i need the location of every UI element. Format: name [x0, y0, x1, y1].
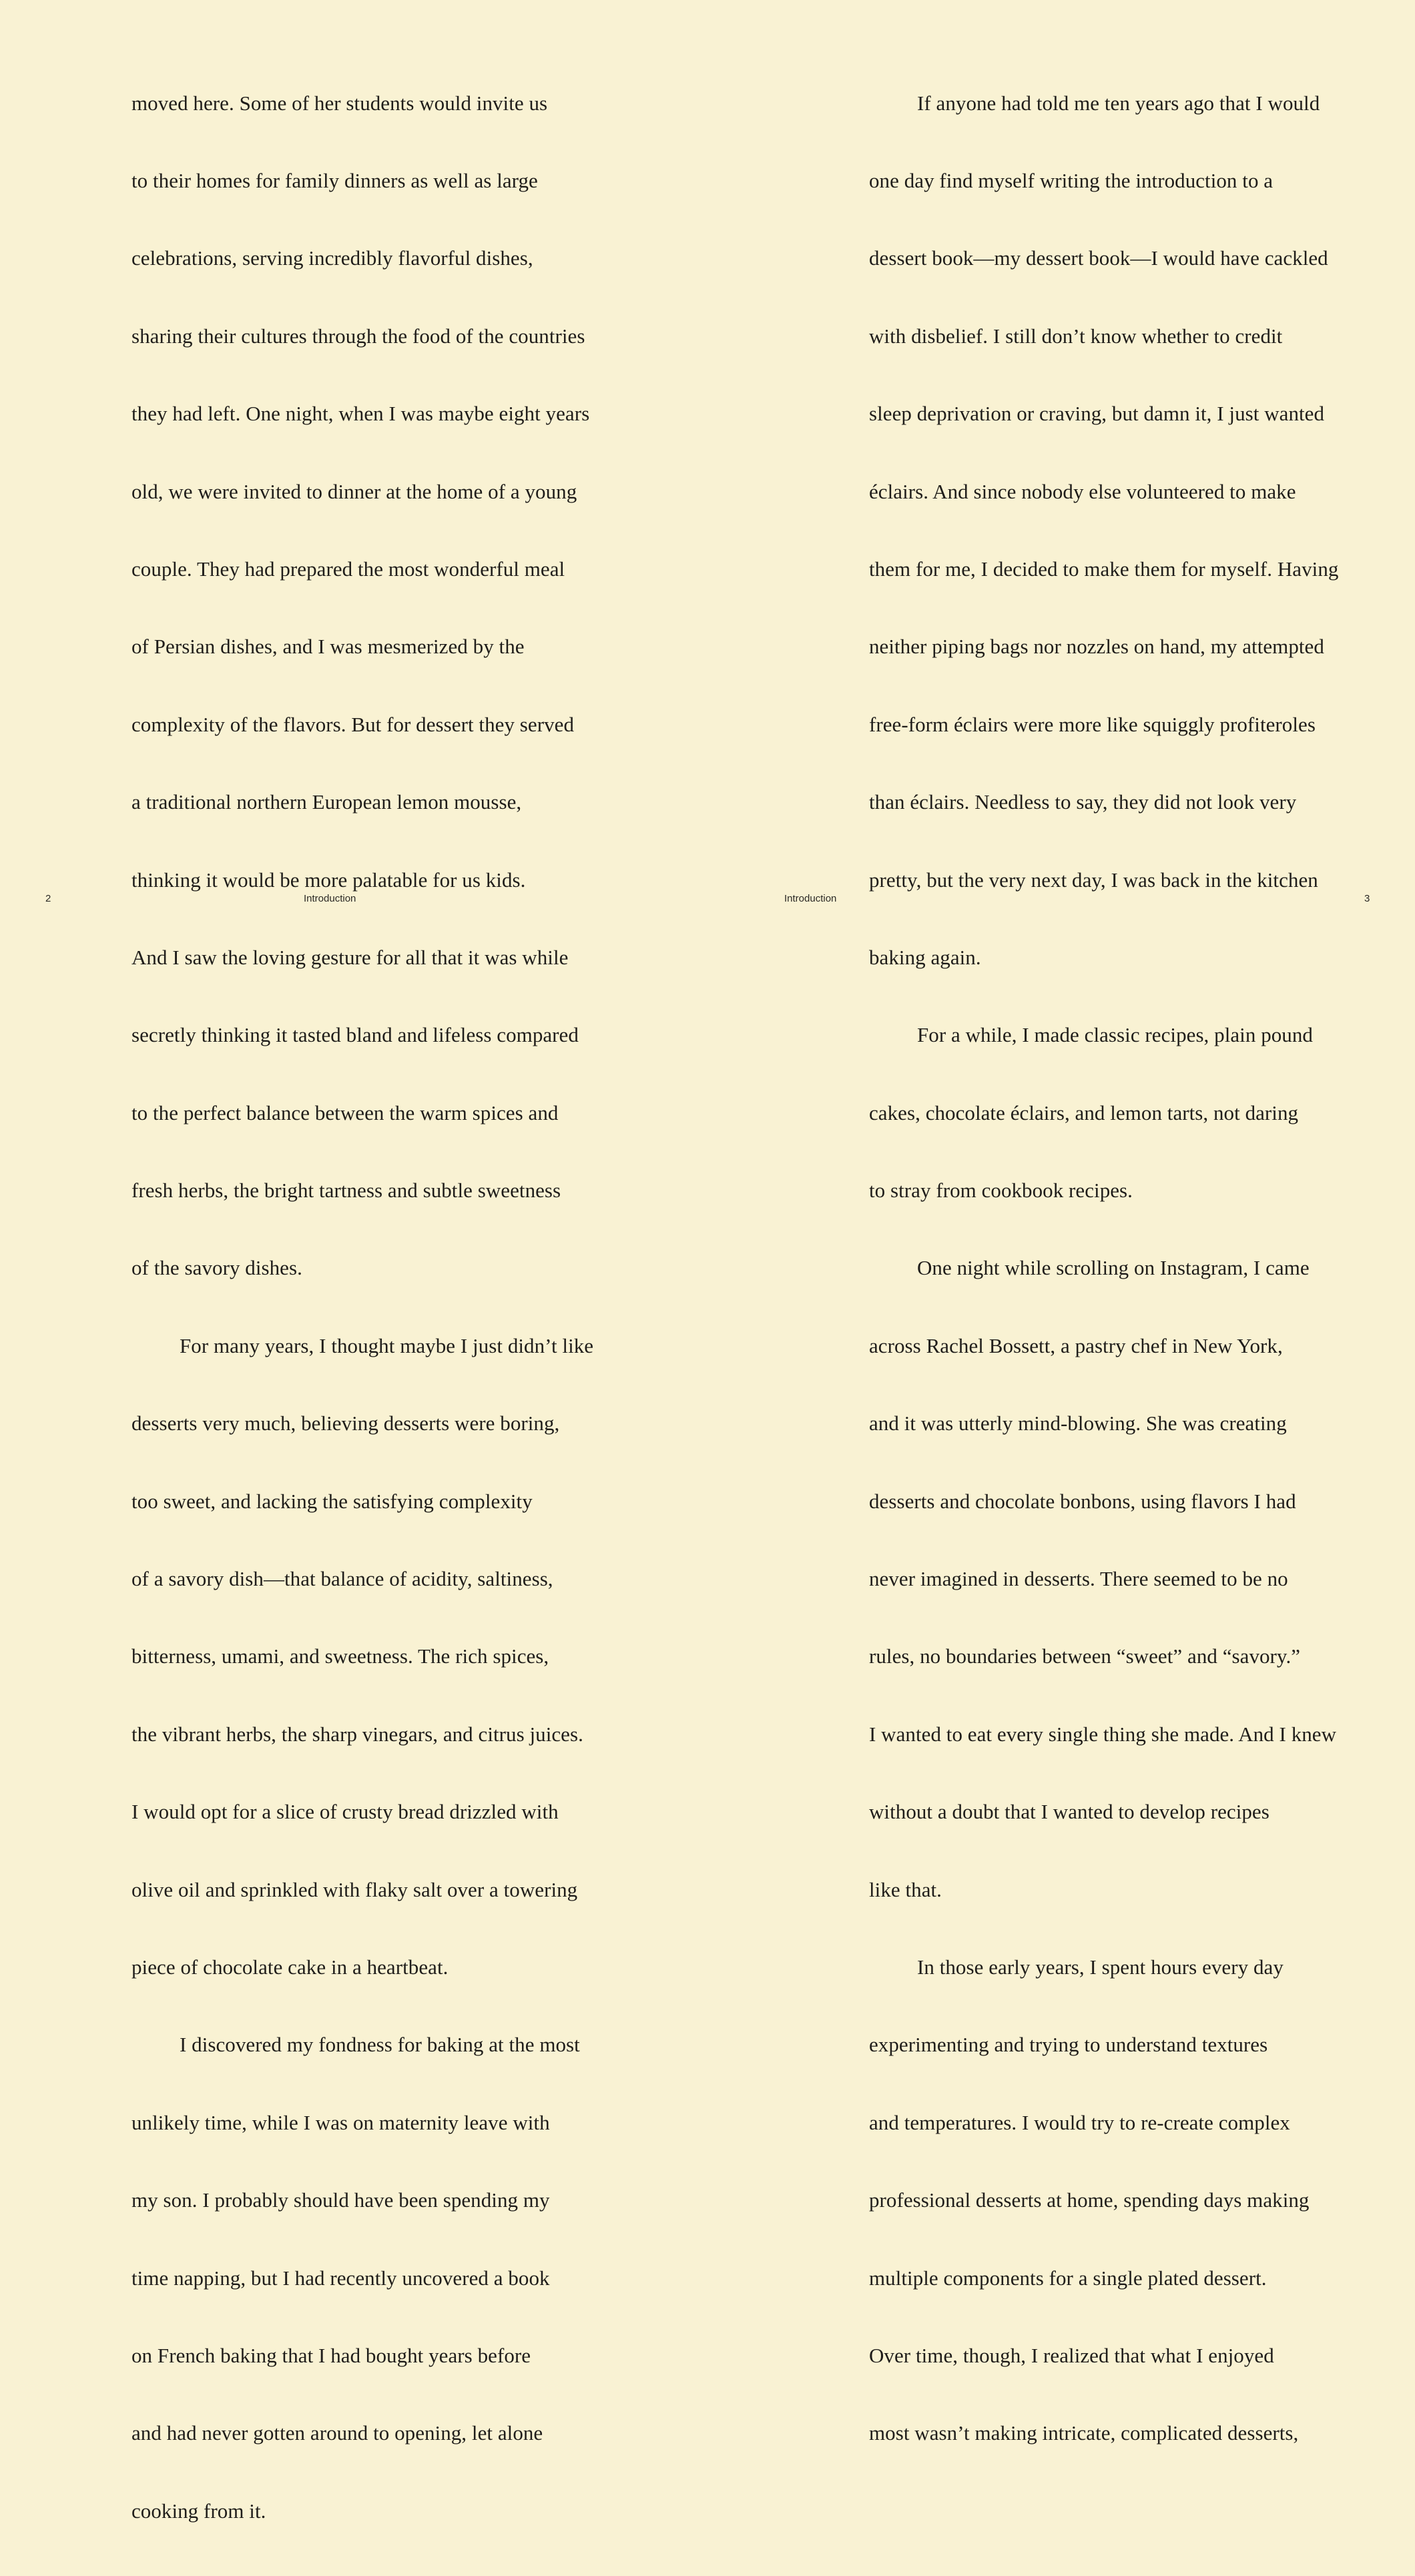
text-line: to stray from cookbook recipes. — [869, 1179, 1133, 1203]
text-line: without a doubt that I wanted to develop recipes — [869, 1800, 1269, 1824]
text-line: across Rachel Bossett, a pastry chef in New York, — [869, 1333, 1283, 1357]
text-line: they had left. One night, when I was maybe eight years — [131, 402, 590, 426]
text-line: neither piping bags nor nozzles on hand, my attempted — [869, 635, 1324, 659]
right-page — [708, 0, 1415, 2445]
text-line: piece of chocolate cake in a heartbeat. — [131, 1955, 449, 1979]
paragraph-start-line: For many years, I thought maybe I just didn’t like — [180, 1333, 594, 1357]
text-line: like that. — [869, 1877, 942, 1901]
text-line: and it was utterly mind-blowing. She was creating — [869, 1411, 1287, 1435]
text-line: I would opt for a slice of crusty bread drizzled with — [131, 1800, 559, 1824]
paragraph-start-line: If anyone had told me ten years ago that I would — [917, 91, 1320, 115]
text-line: old, we were invited to dinner at the home of a young — [131, 479, 577, 503]
text-line: professional desserts at home, spending days making — [869, 2188, 1310, 2212]
text-line: dessert book—my dessert book—I would have cackled — [869, 246, 1328, 270]
right-page-number: 3 — [1364, 893, 1370, 904]
text-line: celebrations, serving incredibly flavorful dishes, — [131, 246, 533, 270]
left-page-number: 2 — [45, 893, 51, 904]
text-line: time napping, but I had recently uncovered a book — [131, 2266, 550, 2290]
text-line: unlikely time, while I was on maternity leave with — [131, 2110, 550, 2134]
text-line: thinking it would be more palatable for us kids. — [131, 868, 526, 892]
paragraph-start-line: For a while, I made classic recipes, plain pound — [917, 1023, 1313, 1047]
text-line: of a savory dish—that balance of acidity, saltiness, — [131, 1567, 553, 1591]
text-line: to their homes for family dinners as well as large — [131, 168, 538, 192]
text-line: secretly thinking it tasted bland and lifeless compared — [131, 1023, 579, 1047]
text-line: couple. They had prepared the most wonderful meal — [131, 557, 565, 581]
text-line: cooking from it. — [131, 2499, 266, 2523]
text-line: one day find myself writing the introduction to a — [869, 168, 1274, 192]
text-line: of the savory dishes. — [131, 1256, 302, 1280]
left-body-text — [131, 39, 593, 2576]
text-line: most wasn’t making intricate, complicated desserts, — [869, 2421, 1299, 2445]
text-line: baking again. — [869, 945, 981, 969]
text-line: sleep deprivation or craving, but damn it, I just wanted — [869, 402, 1325, 426]
text-line: with disbelief. I still don’t know whether to credit — [869, 324, 1283, 348]
text-line: desserts very much, believing desserts were boring, — [131, 1411, 560, 1435]
text-line: olive oil and sprinkled with flaky salt over a towering — [131, 1877, 578, 1901]
text-line: on French baking that I had bought years before — [131, 2343, 531, 2367]
text-line: them for me, I decided to make them for myself. Having — [869, 557, 1339, 581]
text-line: to the perfect balance between the warm spices and — [131, 1100, 559, 1124]
paragraph-start-line: One night while scrolling on Instagram, I came — [917, 1256, 1310, 1280]
right-body-text — [869, 39, 1338, 2499]
text-line: pretty, but the very next day, I was back in the kitchen — [869, 868, 1318, 892]
text-line: bitterness, umami, and sweetness. The rich spices, — [131, 1644, 549, 1668]
text-line: desserts and chocolate bonbons, using flavors I had — [869, 1489, 1296, 1513]
text-line: moved here. Some of her students would invite us — [131, 91, 548, 115]
text-line: the vibrant herbs, the sharp vinegars, and citrus juices. — [131, 1722, 583, 1746]
text-line: never imagined in desserts. There seemed to be no — [869, 1567, 1288, 1591]
text-line: Over time, though, I realized that what I enjoyed — [869, 2343, 1274, 2367]
paragraph-start-line: In those early years, I spent hours every day — [917, 1955, 1284, 1979]
text-line: of Persian dishes, and I was mesmerized by the — [131, 635, 525, 659]
text-line: a traditional northern European lemon mousse, — [131, 790, 522, 814]
text-line: multiple components for a single plated dessert. — [869, 2266, 1267, 2290]
text-line: sharing their cultures through the food of the countries — [131, 324, 585, 348]
text-line: éclairs. And since nobody else volunteered to make — [869, 479, 1296, 503]
text-line: experimenting and trying to understand textures — [869, 2033, 1268, 2057]
text-line: my son. I probably should have been spending my — [131, 2188, 550, 2212]
text-line: and temperatures. I would try to re-create complex — [869, 2110, 1290, 2134]
text-line: than éclairs. Needless to say, they did not look very — [869, 790, 1297, 814]
text-line: fresh herbs, the bright tartness and subtle sweetness — [131, 1179, 561, 1203]
text-line: And I saw the loving gesture for all that it was while — [131, 945, 569, 969]
text-line: free-form éclairs were more like squiggly profiteroles — [869, 712, 1316, 736]
text-line: and had never gotten around to opening, let alone — [131, 2421, 543, 2445]
right-running-head: Introduction — [784, 893, 837, 904]
text-line: too sweet, and lacking the satisfying complexity — [131, 1489, 533, 1513]
text-line: I wanted to eat every single thing she made. And I knew — [869, 1722, 1337, 1746]
text-line: complexity of the flavors. But for dessert they served — [131, 712, 574, 736]
text-line: rules, no boundaries between “sweet” and “savory.” — [869, 1644, 1301, 1668]
text-line: cakes, chocolate éclairs, and lemon tarts, not daring — [869, 1100, 1299, 1124]
left-page — [0, 0, 708, 2523]
paragraph-start-line: I discovered my fondness for baking at the most — [180, 2033, 580, 2057]
left-running-head: Introduction — [304, 893, 356, 904]
